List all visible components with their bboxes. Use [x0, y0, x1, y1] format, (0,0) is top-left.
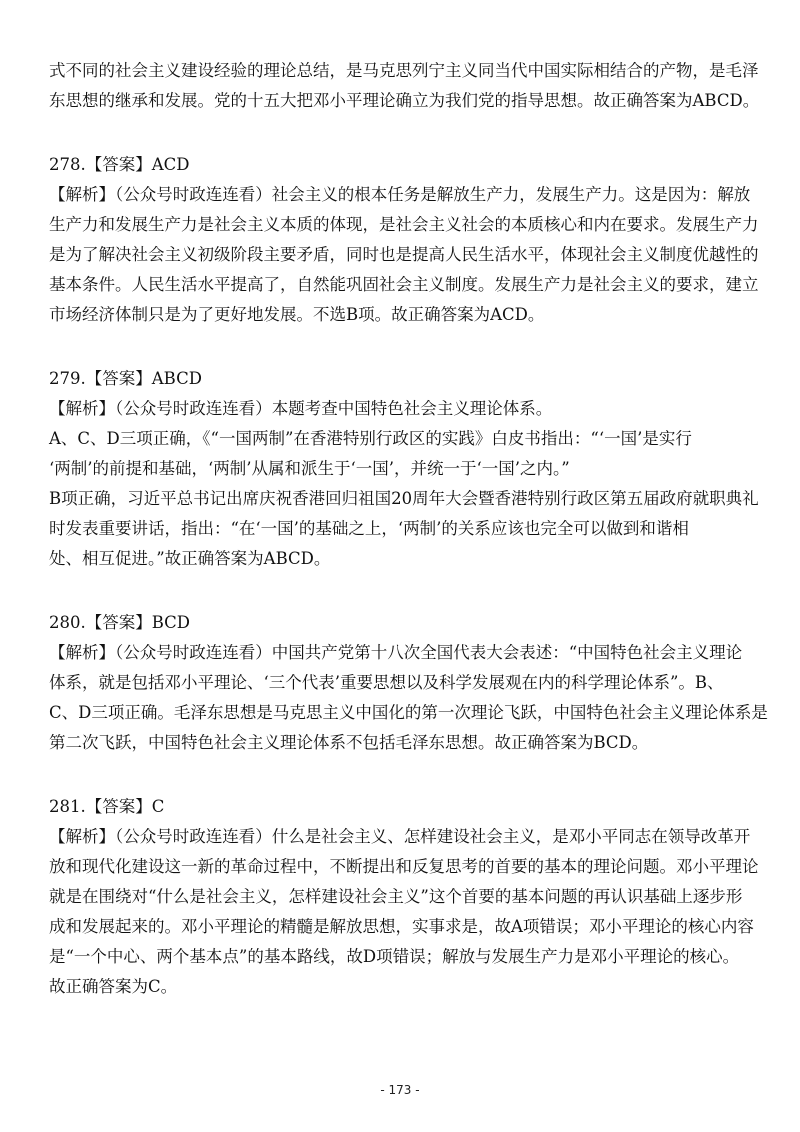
text-line: 故正确答案为C。 [49, 977, 178, 996]
text-line: 是为了解决社会主义初级阶段主要矛盾，同时也是提高人民生活水平，体现社会主义制度优越性的 [49, 245, 759, 264]
explanation-280 [49, 638, 768, 758]
text-line: ‘两制’的前提和基础，‘两制’从属和派生于‘一国’，并统一于‘一国’之内。” [49, 459, 570, 478]
text-line: 成和发展起来的。邓小平理论的精髓是解放思想，实事求是，故A项错误；邓小平理论的核心内容 [49, 917, 754, 936]
text-line: 第二次飞跃，中国特色社会主义理论体系不包括毛泽东思想。故正确答案为BCD。 [49, 733, 649, 752]
answer-heading-279: 279.【答案】ABCD [49, 369, 202, 388]
intro-paragraph [49, 56, 760, 116]
text-line: 生产力和发展生产力是社会主义本质的体现，是社会主义社会的本质核心和内在要求。发展生产力 [49, 215, 759, 234]
text-line: 东思想的继承和发展。党的十五大把邓小平理论确立为我们党的指导思想。故正确答案为ABCD。 [49, 91, 760, 110]
explanation-278 [49, 180, 759, 330]
text-line: 【解析】（公众号时政连连看）本题考查中国特色社会主义理论体系。 [49, 399, 553, 418]
document-page [49, 56, 768, 1002]
text-line: 式不同的社会主义建设经验的理论总结，是马克思列宁主义同当代中国实际相结合的产物，是毛泽 [49, 61, 759, 80]
text-line: B项正确，习近平总书记出席庆祝香港回归祖国20周年大会暨香港特别行政区第五届政府就职典礼 [49, 489, 759, 508]
explanation-279 [49, 394, 759, 574]
text-line: 基本条件。人民生活水平提高了，自然能巩固社会主义制度。发展生产力是社会主义的要求，建立 [49, 275, 759, 294]
text-line: 体系，就是包括邓小平理论、‘三个代表’重要思想以及科学发展观在内的科学理论体系”。B、 [49, 673, 724, 692]
text-line: C、D三项正确。毛泽东思想是马克思主义中国化的第一次理论飞跃，中国特色社会主义理论体系是 [49, 703, 768, 722]
text-line: 【解析】（公众号时政连连看）中国共产党第十八次全国代表大会表述：“中国特色社会主义理论 [49, 643, 743, 662]
page-number: - 173 - [380, 1083, 420, 1097]
text-line: 处、相互促进。”故正确答案为ABCD。 [49, 549, 331, 568]
answer-heading-278: 278.【答案】ACD [49, 155, 190, 174]
text-line: 是“一个中心、两个基本点”的基本路线，故D项错误；解放与发展生产力是邓小平理论的核心。 [49, 947, 740, 966]
text-line: 【解析】（公众号时政连连看）社会主义的根本任务是解放生产力，发展生产力。这是因为：解放 [49, 185, 751, 204]
text-line: 时发表重要讲话，指出：“在‘一国’的基础之上，‘两制’的关系应该也完全可以做到和谐相 [49, 519, 689, 538]
text-line: 放和现代化建设这一新的革命过程中，不断提出和反复思考的首要的基本的理论问题。邓小平理论 [49, 857, 759, 876]
explanation-281 [49, 822, 759, 1002]
text-line: A、C、D三项正确，《“一国两制”在香港特别行政区的实践》白皮书指出：“‘一国’是实行 [49, 429, 692, 448]
answer-heading-280: 280.【答案】BCD [49, 613, 191, 632]
text-line: 市场经济体制只是为了更好地发展。不选B项。故正确答案为ACD。 [49, 305, 545, 324]
text-line: 就是在围绕对“什么是社会主义，怎样建设社会主义”这个首要的基本问题的再认识基础上逐步形 [49, 887, 743, 906]
answer-heading-281: 281.【答案】C [49, 797, 165, 816]
text-line: 【解析】（公众号时政连连看）什么是社会主义、怎样建设社会主义，是邓小平同志在领导改革开 [49, 827, 751, 846]
